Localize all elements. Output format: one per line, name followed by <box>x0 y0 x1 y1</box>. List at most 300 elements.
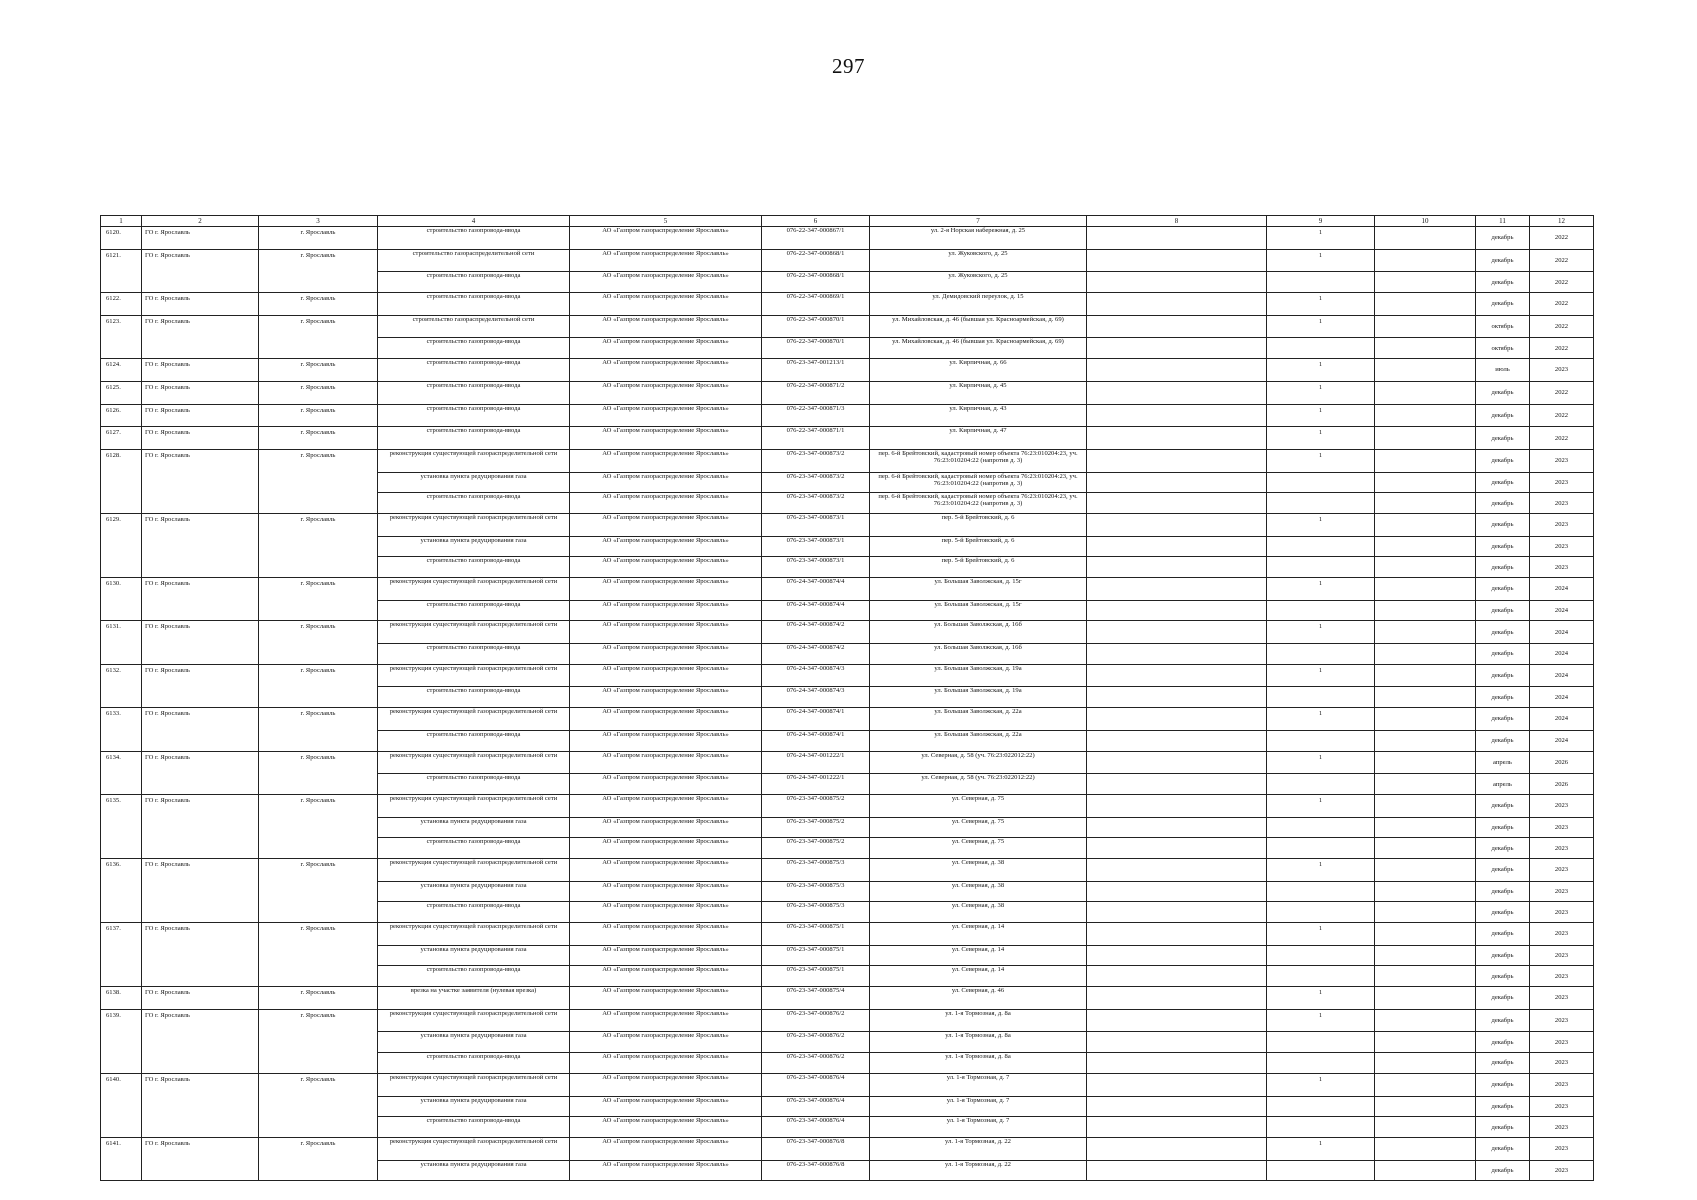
month-cell: декабрь <box>1476 794 1530 817</box>
column-10-cell <box>1375 227 1476 250</box>
request-code-cell: 076-24-347-001222/1 <box>762 751 870 774</box>
column-8-cell <box>1087 536 1267 557</box>
municipality-cell: ГО г. Ярославль <box>142 513 259 577</box>
municipality-cell: ГО г. Ярославль <box>142 578 259 621</box>
month-cell: декабрь <box>1476 272 1530 293</box>
request-code-cell: 076-24-347-000874/4 <box>762 578 870 601</box>
year-cell: 2023 <box>1530 817 1594 838</box>
request-code-cell: 076-23-347-000873/1 <box>762 513 870 536</box>
column-10-cell <box>1375 664 1476 687</box>
work-type-cell: реконструкция существующей газораспределительной сети <box>378 513 570 536</box>
month-cell: декабрь <box>1476 600 1530 621</box>
request-code-cell: 076-22-347-000869/1 <box>762 293 870 316</box>
column-10-cell <box>1375 881 1476 902</box>
column-8-cell <box>1087 858 1267 881</box>
municipality-cell: ГО г. Ярославль <box>142 923 259 987</box>
work-type-cell: установка пункта редуцирования газа <box>378 1032 570 1053</box>
address-cell: пер. 5-й Брейтовский, д. 6 <box>870 557 1087 578</box>
table-row <box>101 987 1594 1010</box>
request-code-cell: 076-23-347-000876/4 <box>762 1117 870 1138</box>
year-cell: 2023 <box>1530 1096 1594 1117</box>
quantity-cell-empty <box>1267 600 1375 621</box>
organization-cell: АО «Газпром газораспределение Ярославль» <box>570 272 762 293</box>
column-8-cell <box>1087 730 1267 751</box>
municipality-cell: ГО г. Ярославль <box>142 708 259 751</box>
column-10-cell <box>1375 1053 1476 1074</box>
organization-cell: АО «Газпром газораспределение Ярославль» <box>570 1117 762 1138</box>
column-10-cell <box>1375 249 1476 272</box>
col-number-5: 5 <box>570 216 762 227</box>
request-code-cell: 076-24-347-000874/1 <box>762 730 870 751</box>
locality-cell: г. Ярославль <box>259 513 378 577</box>
organization-cell: АО «Газпром газораспределение Ярославль» <box>570 427 762 450</box>
month-cell: декабрь <box>1476 945 1530 966</box>
col-number-8: 8 <box>1087 216 1267 227</box>
quantity-cell: 1 <box>1267 513 1375 536</box>
table-row <box>101 249 1594 272</box>
address-cell: ул. 1-я Тормозная, д. 7 <box>870 1073 1087 1096</box>
organization-cell: АО «Газпром газораспределение Ярославль» <box>570 858 762 881</box>
work-type-cell: строительство газопровода-ввода <box>378 557 570 578</box>
month-cell: декабрь <box>1476 1073 1530 1096</box>
column-10-cell <box>1375 493 1476 514</box>
organization-cell: АО «Газпром газораспределение Ярославль» <box>570 817 762 838</box>
locality-cell: г. Ярославль <box>259 449 378 513</box>
address-cell: ул. Жуковского, д. 25 <box>870 249 1087 272</box>
municipality-cell: ГО г. Ярославль <box>142 1009 259 1073</box>
request-code-cell: 076-22-347-000871/2 <box>762 381 870 404</box>
address-cell: ул. 1-я Тормозная, д. 8а <box>870 1032 1087 1053</box>
column-8-cell <box>1087 945 1267 966</box>
year-cell: 2022 <box>1530 338 1594 359</box>
organization-cell: АО «Газпром газораспределение Ярославль» <box>570 338 762 359</box>
quantity-cell-empty <box>1267 966 1375 987</box>
address-cell: ул. 1-я Тормозная, д. 7 <box>870 1117 1087 1138</box>
address-cell: ул. Северная, д. 14 <box>870 966 1087 987</box>
column-8-cell <box>1087 1160 1267 1181</box>
municipality-cell: ГО г. Ярославль <box>142 794 259 858</box>
quantity-cell: 1 <box>1267 404 1375 427</box>
column-8-cell <box>1087 1032 1267 1053</box>
row-number: 6133. <box>101 708 142 751</box>
municipality-cell: ГО г. Ярославль <box>142 987 259 1010</box>
month-cell: декабрь <box>1476 449 1530 472</box>
address-cell: ул. 1-я Тормозная, д. 8а <box>870 1053 1087 1074</box>
organization-cell: АО «Газпром газораспределение Ярославль» <box>570 493 762 514</box>
quantity-cell: 1 <box>1267 293 1375 316</box>
column-8-cell <box>1087 513 1267 536</box>
column-8-cell <box>1087 1073 1267 1096</box>
municipality-cell: ГО г. Ярославль <box>142 227 259 250</box>
quantity-cell-empty <box>1267 472 1375 493</box>
year-cell: 2024 <box>1530 708 1594 731</box>
locality-cell: г. Ярославль <box>259 359 378 382</box>
work-type-cell: строительство газопровода-ввода <box>378 427 570 450</box>
column-8-cell <box>1087 644 1267 665</box>
objects-table <box>100 215 1594 1181</box>
quantity-cell-empty <box>1267 338 1375 359</box>
column-10-cell <box>1375 1096 1476 1117</box>
locality-cell: г. Ярославль <box>259 708 378 751</box>
work-type-cell: строительство газопровода-ввода <box>378 1053 570 1074</box>
table-row <box>101 578 1594 601</box>
column-10-cell <box>1375 945 1476 966</box>
organization-cell: АО «Газпром газораспределение Ярославль» <box>570 774 762 795</box>
year-cell: 2023 <box>1530 513 1594 536</box>
request-code-cell: 076-23-347-000875/1 <box>762 923 870 946</box>
column-8-cell <box>1087 687 1267 708</box>
month-cell: декабрь <box>1476 427 1530 450</box>
request-code-cell: 076-23-347-000873/1 <box>762 557 870 578</box>
year-cell: 2024 <box>1530 664 1594 687</box>
column-8-cell <box>1087 359 1267 382</box>
row-number: 6132. <box>101 664 142 707</box>
work-type-cell: строительство газопровода-ввода <box>378 1117 570 1138</box>
column-8-cell <box>1087 966 1267 987</box>
month-cell: декабрь <box>1476 381 1530 404</box>
col-number-9: 9 <box>1267 216 1375 227</box>
work-type-cell: строительство газопровода-ввода <box>378 227 570 250</box>
request-code-cell: 076-24-347-000874/3 <box>762 687 870 708</box>
year-cell: 2024 <box>1530 621 1594 644</box>
month-cell: декабрь <box>1476 1032 1530 1053</box>
request-code-cell: 076-24-347-001222/1 <box>762 774 870 795</box>
work-type-cell: реконструкция существующей газораспределительной сети <box>378 858 570 881</box>
column-8-cell <box>1087 1009 1267 1032</box>
row-number: 6129. <box>101 513 142 577</box>
quantity-cell-empty <box>1267 730 1375 751</box>
column-10-cell <box>1375 838 1476 859</box>
month-cell: декабрь <box>1476 404 1530 427</box>
column-10-cell <box>1375 1160 1476 1181</box>
organization-cell: АО «Газпром газораспределение Ярославль» <box>570 449 762 472</box>
work-type-cell: строительство газопровода-ввода <box>378 404 570 427</box>
work-type-cell: установка пункта редуцирования газа <box>378 945 570 966</box>
column-10-cell <box>1375 272 1476 293</box>
quantity-cell-empty <box>1267 493 1375 514</box>
work-type-cell: строительство газопровода-ввода <box>378 272 570 293</box>
request-code-cell: 076-23-347-000876/4 <box>762 1073 870 1096</box>
year-cell: 2023 <box>1530 1137 1594 1160</box>
work-type-cell: реконструкция существующей газораспределительной сети <box>378 578 570 601</box>
column-10-cell <box>1375 472 1476 493</box>
address-cell: ул. 1-я Тормозная, д. 7 <box>870 1096 1087 1117</box>
month-cell: декабрь <box>1476 858 1530 881</box>
quantity-cell-empty <box>1267 1117 1375 1138</box>
month-cell: декабрь <box>1476 536 1530 557</box>
table-body <box>101 216 1594 1181</box>
month-cell: декабрь <box>1476 730 1530 751</box>
work-type-cell: реконструкция существующей газораспределительной сети <box>378 751 570 774</box>
municipality-cell: ГО г. Ярославль <box>142 315 259 358</box>
table-row <box>101 664 1594 687</box>
work-type-cell: реконструкция существующей газораспределительной сети <box>378 1009 570 1032</box>
work-type-cell: установка пункта редуцирования газа <box>378 881 570 902</box>
row-number: 6140. <box>101 1073 142 1137</box>
year-cell: 2023 <box>1530 858 1594 881</box>
column-8-cell <box>1087 227 1267 250</box>
year-cell: 2023 <box>1530 794 1594 817</box>
address-cell: ул. Северная, д. 75 <box>870 794 1087 817</box>
year-cell: 2022 <box>1530 381 1594 404</box>
quantity-cell: 1 <box>1267 359 1375 382</box>
table-row <box>101 427 1594 450</box>
table-row <box>101 858 1594 881</box>
month-cell: декабрь <box>1476 881 1530 902</box>
quantity-cell: 1 <box>1267 751 1375 774</box>
table-row <box>101 359 1594 382</box>
quantity-cell-empty <box>1267 1053 1375 1074</box>
row-number: 6134. <box>101 751 142 794</box>
address-cell: ул. Северная, д. 58 (уч. 76:23:022012:22) <box>870 774 1087 795</box>
work-type-cell: строительство газопровода-ввода <box>378 338 570 359</box>
organization-cell: АО «Газпром газораспределение Ярославль» <box>570 578 762 601</box>
column-8-cell <box>1087 427 1267 450</box>
quantity-cell: 1 <box>1267 1009 1375 1032</box>
column-10-cell <box>1375 794 1476 817</box>
page-number: 297 <box>832 54 865 78</box>
work-type-cell: врезка на участке заявителя (нулевая врезка) <box>378 987 570 1010</box>
address-cell: ул. Северная, д. 38 <box>870 858 1087 881</box>
request-code-cell: 076-23-347-000873/2 <box>762 493 870 514</box>
column-10-cell <box>1375 449 1476 472</box>
month-cell: декабрь <box>1476 708 1530 731</box>
quantity-cell: 1 <box>1267 249 1375 272</box>
year-cell: 2022 <box>1530 404 1594 427</box>
request-code-cell: 076-22-347-000868/1 <box>762 272 870 293</box>
address-cell: ул. Большая Заволжская, д. 22а <box>870 730 1087 751</box>
work-type-cell: строительство газопровода-ввода <box>378 293 570 316</box>
column-10-cell <box>1375 513 1476 536</box>
organization-cell: АО «Газпром газораспределение Ярославль» <box>570 472 762 493</box>
locality-cell: г. Ярославль <box>259 381 378 404</box>
year-cell: 2024 <box>1530 578 1594 601</box>
organization-cell: АО «Газпром газораспределение Ярославль» <box>570 1032 762 1053</box>
month-cell: апрель <box>1476 751 1530 774</box>
column-8-cell <box>1087 600 1267 621</box>
work-type-cell: установка пункта редуцирования газа <box>378 817 570 838</box>
work-type-cell: строительство газопровода-ввода <box>378 359 570 382</box>
request-code-cell: 076-23-347-000876/2 <box>762 1032 870 1053</box>
organization-cell: АО «Газпром газораспределение Ярославль» <box>570 966 762 987</box>
address-cell: ул. 1-я Тормозная, д. 22 <box>870 1137 1087 1160</box>
quantity-cell-empty <box>1267 557 1375 578</box>
work-type-cell: реконструкция существующей газораспределительной сети <box>378 621 570 644</box>
table-row <box>101 794 1594 817</box>
quantity-cell: 1 <box>1267 449 1375 472</box>
quantity-cell-empty <box>1267 881 1375 902</box>
column-10-cell <box>1375 1137 1476 1160</box>
column-10-cell <box>1375 536 1476 557</box>
column-8-cell <box>1087 381 1267 404</box>
col-number-2: 2 <box>142 216 259 227</box>
organization-cell: АО «Газпром газораспределение Ярославль» <box>570 923 762 946</box>
column-10-cell <box>1375 1117 1476 1138</box>
address-cell: ул. Северная, д. 38 <box>870 881 1087 902</box>
year-cell: 2024 <box>1530 644 1594 665</box>
work-type-cell: реконструкция существующей газораспределительной сети <box>378 449 570 472</box>
column-8-cell <box>1087 621 1267 644</box>
work-type-cell: строительство газопровода-ввода <box>378 687 570 708</box>
address-cell: ул. Жуковского, д. 25 <box>870 272 1087 293</box>
quantity-cell: 1 <box>1267 987 1375 1010</box>
quantity-cell: 1 <box>1267 227 1375 250</box>
column-8-cell <box>1087 1053 1267 1074</box>
col-number-12: 12 <box>1530 216 1594 227</box>
quantity-cell-empty <box>1267 644 1375 665</box>
municipality-cell: ГО г. Ярославль <box>142 1137 259 1180</box>
municipality-cell: ГО г. Ярославль <box>142 664 259 707</box>
organization-cell: АО «Газпром газораспределение Ярославль» <box>570 1009 762 1032</box>
address-cell: ул. Северная, д. 58 (уч. 76:23:022012:22) <box>870 751 1087 774</box>
address-cell: пер. 5-й Брейтовский, д. 6 <box>870 513 1087 536</box>
year-cell: 2023 <box>1530 1117 1594 1138</box>
column-10-cell <box>1375 621 1476 644</box>
column-8-cell <box>1087 557 1267 578</box>
organization-cell: АО «Газпром газораспределение Ярославль» <box>570 902 762 923</box>
organization-cell: АО «Газпром газораспределение Ярославль» <box>570 536 762 557</box>
year-cell: 2022 <box>1530 427 1594 450</box>
month-cell: декабрь <box>1476 578 1530 601</box>
quantity-cell: 1 <box>1267 1073 1375 1096</box>
column-10-cell <box>1375 687 1476 708</box>
work-type-cell: установка пункта редуцирования газа <box>378 536 570 557</box>
organization-cell: АО «Газпром газораспределение Ярославль» <box>570 359 762 382</box>
row-number: 6120. <box>101 227 142 250</box>
organization-cell: АО «Газпром газораспределение Ярославль» <box>570 687 762 708</box>
column-10-cell <box>1375 708 1476 731</box>
quantity-cell: 1 <box>1267 794 1375 817</box>
locality-cell: г. Ярославль <box>259 227 378 250</box>
table-row <box>101 449 1594 472</box>
quantity-cell: 1 <box>1267 923 1375 946</box>
quantity-cell-empty <box>1267 1032 1375 1053</box>
organization-cell: АО «Газпром газораспределение Ярославль» <box>570 644 762 665</box>
address-cell: ул. Михайловская, д. 46 (бывшая ул. Красноармейская, д. 69) <box>870 338 1087 359</box>
year-cell: 2023 <box>1530 902 1594 923</box>
col-number-1: 1 <box>101 216 142 227</box>
column-8-cell <box>1087 293 1267 316</box>
quantity-cell-empty <box>1267 902 1375 923</box>
locality-cell: г. Ярославль <box>259 751 378 794</box>
month-cell: декабрь <box>1476 1117 1530 1138</box>
table-row <box>101 621 1594 644</box>
quantity-cell-empty <box>1267 272 1375 293</box>
month-cell: декабрь <box>1476 493 1530 514</box>
row-number: 6121. <box>101 249 142 292</box>
quantity-cell: 1 <box>1267 664 1375 687</box>
month-cell: декабрь <box>1476 902 1530 923</box>
address-cell: ул. Северная, д. 46 <box>870 987 1087 1010</box>
request-code-cell: 076-22-347-000870/1 <box>762 315 870 338</box>
quantity-cell-empty <box>1267 945 1375 966</box>
column-8-cell <box>1087 449 1267 472</box>
municipality-cell: ГО г. Ярославль <box>142 381 259 404</box>
column-10-cell <box>1375 1009 1476 1032</box>
address-cell: пер. 6-й Брейтовский, кадастровый номер объекта 76:23:010204:23, уч. 76:23:010204:22 (напротив д. 3) <box>870 472 1087 493</box>
column-8-cell <box>1087 838 1267 859</box>
column-8-cell <box>1087 751 1267 774</box>
organization-cell: АО «Газпром газораспределение Ярославль» <box>570 1073 762 1096</box>
organization-cell: АО «Газпром газораспределение Ярославль» <box>570 881 762 902</box>
column-8-cell <box>1087 1117 1267 1138</box>
column-8-cell <box>1087 708 1267 731</box>
month-cell: декабрь <box>1476 1137 1530 1160</box>
request-code-cell: 076-23-347-000876/2 <box>762 1009 870 1032</box>
quantity-cell-empty <box>1267 817 1375 838</box>
column-10-cell <box>1375 381 1476 404</box>
column-number-row <box>101 216 1594 227</box>
column-10-cell <box>1375 427 1476 450</box>
row-number: 6122. <box>101 293 142 316</box>
request-code-cell: 076-23-347-000875/3 <box>762 881 870 902</box>
work-type-cell: строительство газопровода-ввода <box>378 493 570 514</box>
work-type-cell: реконструкция существующей газораспределительной сети <box>378 708 570 731</box>
quantity-cell-empty <box>1267 774 1375 795</box>
column-8-cell <box>1087 1137 1267 1160</box>
address-cell: ул. 1-я Тормозная, д. 8а <box>870 1009 1087 1032</box>
address-cell: ул. Большая Заволжская, д. 16б <box>870 621 1087 644</box>
column-8-cell <box>1087 923 1267 946</box>
month-cell: декабрь <box>1476 1160 1530 1181</box>
year-cell: 2023 <box>1530 945 1594 966</box>
work-type-cell: строительство газопровода-ввода <box>378 966 570 987</box>
column-10-cell <box>1375 730 1476 751</box>
row-number: 6127. <box>101 427 142 450</box>
work-type-cell: установка пункта редуцирования газа <box>378 472 570 493</box>
column-10-cell <box>1375 578 1476 601</box>
col-number-7: 7 <box>870 216 1087 227</box>
row-number: 6123. <box>101 315 142 358</box>
request-code-cell: 076-23-347-000875/3 <box>762 858 870 881</box>
quantity-cell-empty <box>1267 687 1375 708</box>
quantity-cell: 1 <box>1267 621 1375 644</box>
address-cell: ул. Большая Заволжская, д. 22а <box>870 708 1087 731</box>
row-number: 6131. <box>101 621 142 664</box>
col-number-3: 3 <box>259 216 378 227</box>
row-number: 6138. <box>101 987 142 1010</box>
col-number-10: 10 <box>1375 216 1476 227</box>
locality-cell: г. Ярославль <box>259 923 378 987</box>
work-type-cell: строительство газопровода-ввода <box>378 902 570 923</box>
year-cell: 2022 <box>1530 272 1594 293</box>
organization-cell: АО «Газпром газораспределение Ярославль» <box>570 987 762 1010</box>
request-code-cell: 076-23-347-000875/2 <box>762 794 870 817</box>
table-row <box>101 227 1594 250</box>
request-code-cell: 076-23-347-000876/8 <box>762 1137 870 1160</box>
request-code-cell: 076-23-347-000873/2 <box>762 472 870 493</box>
organization-cell: АО «Газпром газораспределение Ярославль» <box>570 557 762 578</box>
year-cell: 2026 <box>1530 774 1594 795</box>
month-cell: декабрь <box>1476 687 1530 708</box>
request-code-cell: 076-24-347-000874/1 <box>762 708 870 731</box>
address-cell: пер. 6-й Брейтовский, кадастровый номер объекта 76:23:010204:23, уч. 76:23:010204:22 (напротив д. 3) <box>870 493 1087 514</box>
table-row <box>101 1073 1594 1096</box>
column-8-cell <box>1087 404 1267 427</box>
month-cell: декабрь <box>1476 966 1530 987</box>
month-cell: декабрь <box>1476 817 1530 838</box>
work-type-cell: реконструкция существующей газораспределительной сети <box>378 664 570 687</box>
month-cell: июль <box>1476 359 1530 382</box>
column-8-cell <box>1087 987 1267 1010</box>
objects-table-container <box>100 215 1594 1181</box>
organization-cell: АО «Газпром газораспределение Ярославль» <box>570 730 762 751</box>
municipality-cell: ГО г. Ярославль <box>142 359 259 382</box>
row-number: 6141. <box>101 1137 142 1180</box>
year-cell: 2022 <box>1530 315 1594 338</box>
month-cell: декабрь <box>1476 293 1530 316</box>
year-cell: 2023 <box>1530 923 1594 946</box>
